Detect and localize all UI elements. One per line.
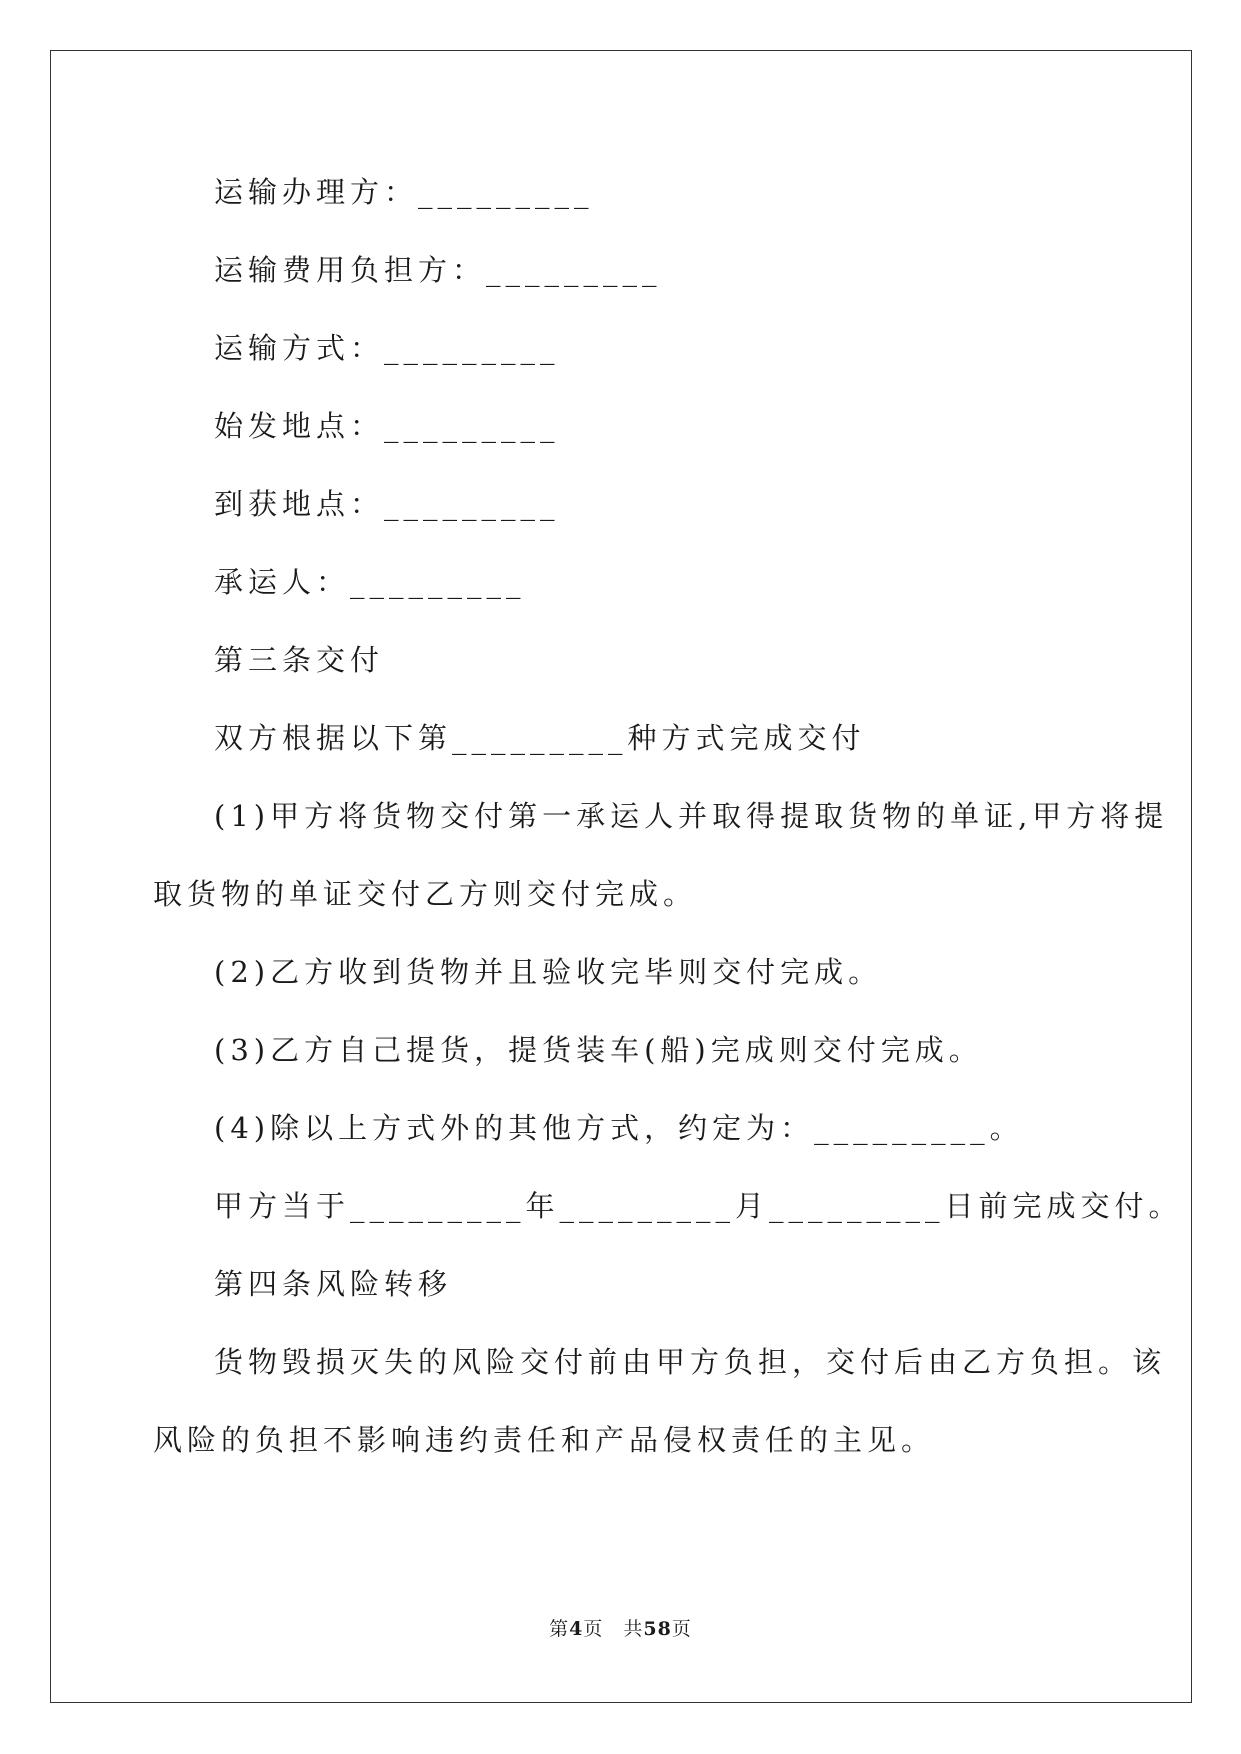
delivery-method-line: 双方根据以下第_________种方式完成交付 — [214, 721, 866, 755]
shipping-cost-bearer-line: 运输费用负担方：_________ — [214, 253, 662, 287]
footer-prefix: 第 — [549, 1618, 570, 1640]
current-page-number: 4 — [569, 1618, 584, 1640]
carrier-line: 承运人：_________ — [214, 565, 526, 599]
delivery-option-1-line-2: 取货物的单证交付乙方则交付完成。 — [153, 877, 698, 911]
total-page-count: 58 — [643, 1618, 672, 1640]
delivery-date-line: 甲方当于_________年_________月_________日前完成交付。 — [214, 1189, 1183, 1223]
footer-mid: 页 共 — [583, 1618, 644, 1640]
page-number-footer — [0, 1617, 1241, 1641]
risk-transfer-line-1: 货物毁损灭失的风险交付前由甲方负担，交付后由乙方负担。该 — [214, 1345, 1167, 1379]
article-3-heading: 第三条交付 — [214, 643, 385, 677]
origin-location-line: 始发地点：_________ — [214, 409, 560, 443]
destination-location-line: 到获地点：_________ — [214, 487, 560, 521]
footer-suffix: 页 — [671, 1618, 692, 1640]
shipping-handler-line: 运输办理方：_________ — [214, 175, 594, 209]
delivery-option-2: (2)乙方收到货物并且验收完毕则交付完成。 — [214, 955, 883, 989]
risk-transfer-line-2: 风险的负担不影响违约责任和产品侵权责任的主见。 — [153, 1423, 936, 1457]
delivery-option-1-line-1: (1)甲方将货物交付第一承运人并取得提取货物的单证,甲方将提 — [214, 799, 1169, 833]
shipping-method-line: 运输方式：_________ — [214, 331, 560, 365]
delivery-option-4: (4)除以上方式外的其他方式，约定为：_________。 — [214, 1111, 1024, 1145]
article-4-heading: 第四条风险转移 — [214, 1267, 453, 1301]
delivery-option-3: (3)乙方自己提货，提货装车(船)完成则交付完成。 — [214, 1033, 983, 1067]
